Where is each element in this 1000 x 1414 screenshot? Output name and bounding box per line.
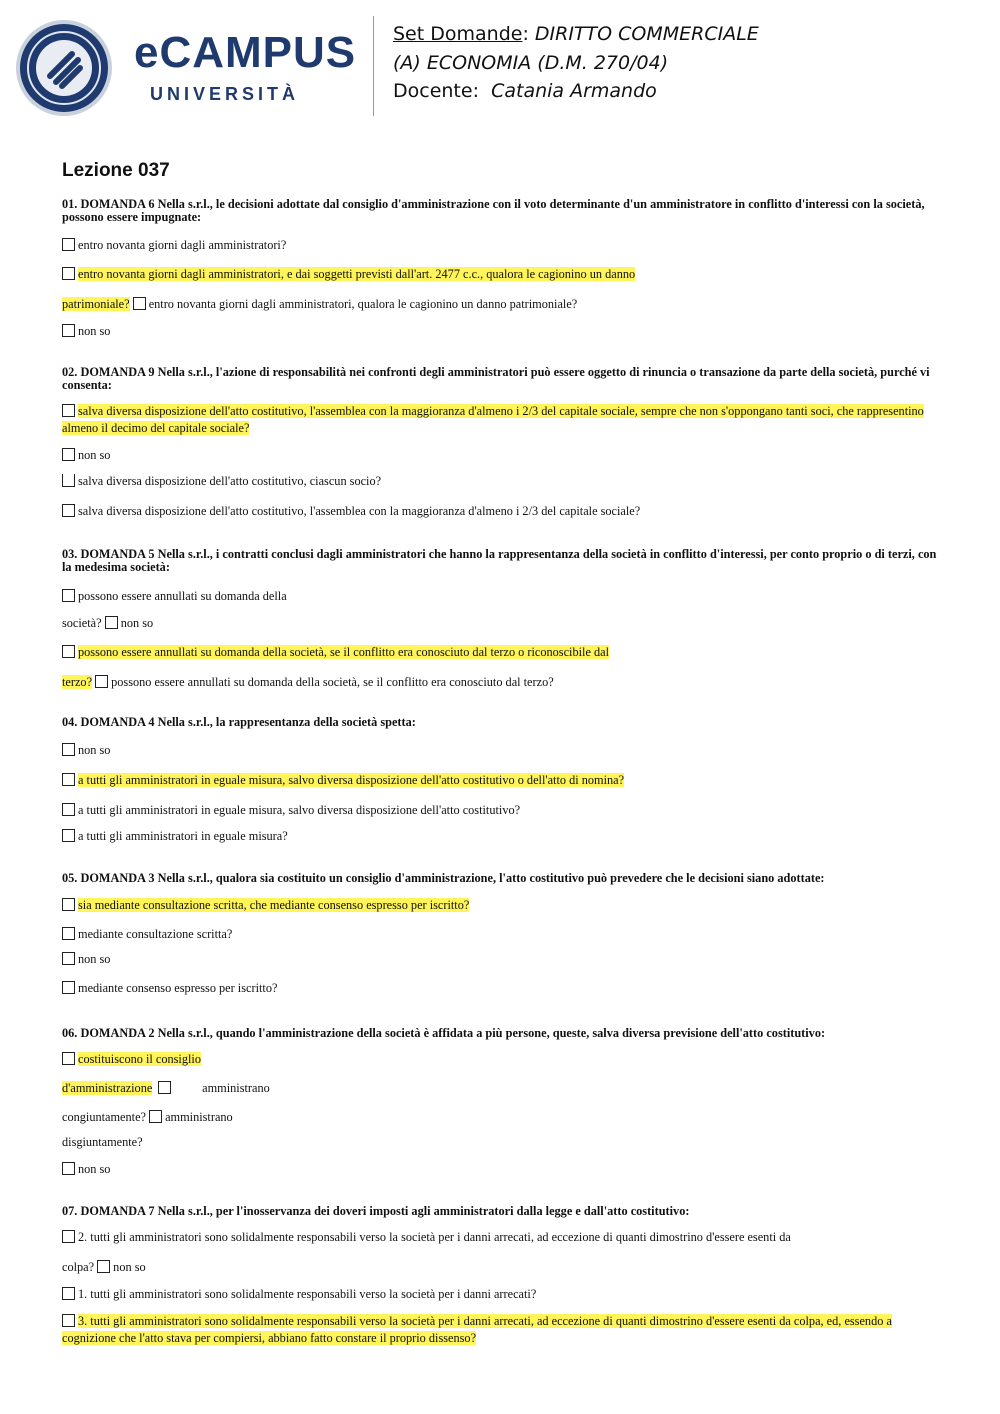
logo-wordmark: eCAMPUS — [134, 28, 357, 77]
answer-option[interactable]: non so — [62, 1161, 942, 1177]
answer-option[interactable]: patrimoniale? entro novanta giorni dagli amministratori, qualora le cagionino un danno patrimoniale? — [62, 297, 578, 311]
question-01: 01. DOMANDA 6 Nella s.r.l., le decisioni adottate dal consiglio d'amministrazione con il voto determinante d'un amministratore in conflitto d'interessi con la società, possono essere impugnate: — [62, 197, 925, 224]
answer-option[interactable]: non so — [62, 742, 942, 758]
header-divider — [373, 16, 374, 116]
checkbox[interactable] — [105, 616, 118, 629]
checkbox[interactable] — [62, 898, 75, 911]
answer-option[interactable]: entro novanta giorni dagli amministratori? — [62, 237, 942, 253]
checkbox[interactable] — [62, 1314, 75, 1327]
checkbox[interactable] — [62, 1162, 75, 1175]
checkbox[interactable] — [62, 952, 75, 965]
checkbox[interactable] — [95, 675, 108, 688]
answer-option[interactable]: salva diversa disposizione dell'atto costitutivo, ciascun socio? — [62, 473, 942, 489]
answer-option[interactable]: salva diversa disposizione dell'atto costitutivo, l'assemblea con la maggioranza d'almeno i 2/3 del capitale sociale? — [62, 503, 942, 519]
checkbox[interactable] — [62, 1287, 75, 1300]
checkbox[interactable] — [62, 773, 75, 786]
answer-option[interactable]: non so — [62, 951, 942, 967]
checkbox[interactable] — [62, 1230, 75, 1243]
question-06: 06. DOMANDA 2 Nella s.r.l., quando l'amministrazione della società è affidata a più persone, queste, salva diversa previsione dell'atto costitutivo: — [62, 1026, 826, 1040]
answer-option[interactable]: mediante consenso espresso per iscritto? — [62, 980, 942, 996]
question-03: 03. DOMANDA 5 Nella s.r.l., i contratti conclusi dagli amministratori che hanno la rappresentanza della società in conflitto d'interessi, per conto proprio o di terzi, con la medesima società: — [62, 547, 937, 574]
logo-subtitle: UNIVERSITÀ — [150, 84, 300, 104]
answer-option[interactable]: colpa? non so — [62, 1260, 146, 1274]
checkbox[interactable] — [62, 238, 75, 251]
answer-option-correct[interactable]: costituiscono il consiglio — [62, 1051, 942, 1067]
checkbox[interactable] — [62, 829, 75, 842]
checkbox[interactable] — [62, 803, 75, 816]
answer-option[interactable]: terzo? possono essere annullati su domanda della società, se il conflitto era conosciuto dal terzo? — [62, 675, 554, 689]
checkbox[interactable] — [62, 645, 75, 658]
answer-option[interactable]: non so — [62, 447, 942, 463]
answer-option[interactable]: d'amministrazione amministrano — [62, 1081, 270, 1095]
answer-option-correct[interactable]: salva diversa disposizione dell'atto costitutivo, l'assemblea con la maggioranza d'almeno i 2/3 del capitale sociale, sempre che non s'oppongano tanti soci, che rappresentino almeno il decimo del capitale sociale? — [62, 404, 924, 435]
checkbox[interactable] — [62, 1052, 75, 1065]
checkbox[interactable] — [62, 589, 75, 602]
set-line: Set Domande: DIRITTO COMMERCIALE — [393, 23, 759, 45]
answer-option[interactable]: congiuntamente? amministrano — [62, 1110, 233, 1124]
answer-option-correct[interactable]: a tutti gli amministratori in eguale misura, salvo diversa disposizione dell'atto costitutivo o dell'atto di nomina? — [62, 772, 942, 788]
checkbox[interactable] — [62, 324, 75, 337]
checkbox[interactable] — [158, 1081, 171, 1094]
teacher-name: Catania Armando — [491, 80, 657, 102]
checkbox[interactable] — [97, 1260, 110, 1273]
answer-option[interactable]: non so — [62, 323, 942, 339]
checkbox[interactable] — [62, 267, 75, 280]
university-seal-icon — [14, 18, 114, 118]
set-value: DIRITTO COMMERCIALE — [534, 23, 759, 45]
checkbox[interactable] — [62, 504, 75, 517]
answer-option-continuation: disgiuntamente? — [62, 1135, 143, 1149]
checkbox[interactable] — [62, 404, 75, 417]
question-04: 04. DOMANDA 4 Nella s.r.l., la rappresentanza della società spetta: — [62, 715, 416, 729]
lesson-title: Lezione 037 — [62, 160, 170, 181]
answer-option[interactable]: 1. tutti gli amministratori sono solidalmente responsabili verso la società per i danni arrecati? — [62, 1286, 942, 1302]
answer-option[interactable]: a tutti gli amministratori in eguale misura, salvo diversa disposizione dell'atto costitutivo? — [62, 802, 942, 818]
answer-option[interactable]: a tutti gli amministratori in eguale misura? — [62, 828, 942, 844]
ecampus-logo — [14, 18, 364, 118]
header-info — [393, 20, 759, 106]
teacher-label: Docente: — [393, 80, 479, 102]
answer-option[interactable]: 2. tutti gli amministratori sono solidalmente responsabili verso la società per i danni arrecati, ad eccezione di quanti dimostrino d'essere esenti da — [62, 1229, 942, 1245]
answer-option[interactable]: società? non so — [62, 616, 154, 630]
answer-option[interactable]: mediante consultazione scritta? — [62, 926, 942, 942]
checkbox[interactable] — [62, 474, 75, 487]
teacher-line — [393, 77, 759, 106]
answer-option[interactable]: possono essere annullati su domanda della — [62, 588, 942, 604]
checkbox[interactable] — [62, 448, 75, 461]
answer-option-correct[interactable]: 3. tutti gli amministratori sono solidalmente responsabili verso la società per i danni arrecati, ad eccezione di quanti dimostrino d'essere esenti da colpa, ed, essendo a cognizione che l'atto stava per compiersi, abbiano fatto constare il proprio dissenso? — [62, 1314, 892, 1345]
answer-option-correct[interactable]: sia mediante consultazione scritta, che mediante consenso espresso per iscritto? — [62, 897, 942, 913]
set-label: Set Domande — [393, 23, 523, 45]
checkbox[interactable] — [133, 297, 146, 310]
course-line: (A) ECONOMIA (D.M. 270/04) — [393, 51, 669, 74]
answer-option-correct[interactable]: entro novanta giorni dagli amministratori, e dai soggetti previsti dall'art. 2477 c.c., qualora le cagionino un danno — [62, 266, 942, 282]
question-02: 02. DOMANDA 9 Nella s.r.l., l'azione di responsabilità nei confronti degli amministratori può essere oggetto di rinuncia o transazione da parte della società, purché vi consenta: — [62, 365, 930, 392]
checkbox[interactable] — [149, 1110, 162, 1123]
question-07: 07. DOMANDA 7 Nella s.r.l., per l'inosservanza dei doveri imposti agli amministratori dalla legge e dall'atto costitutivo: — [62, 1204, 690, 1218]
checkbox[interactable] — [62, 981, 75, 994]
checkbox[interactable] — [62, 743, 75, 756]
answer-option-correct[interactable]: possono essere annullati su domanda della società, se il conflitto era conosciuto dal terzo o riconoscibile dal — [62, 644, 942, 660]
question-05: 05. DOMANDA 3 Nella s.r.l., qualora sia costituito un consiglio d'amministrazione, l'atto costitutivo può prevedere che le decisioni siano adottate: — [62, 871, 825, 885]
checkbox[interactable] — [62, 927, 75, 940]
